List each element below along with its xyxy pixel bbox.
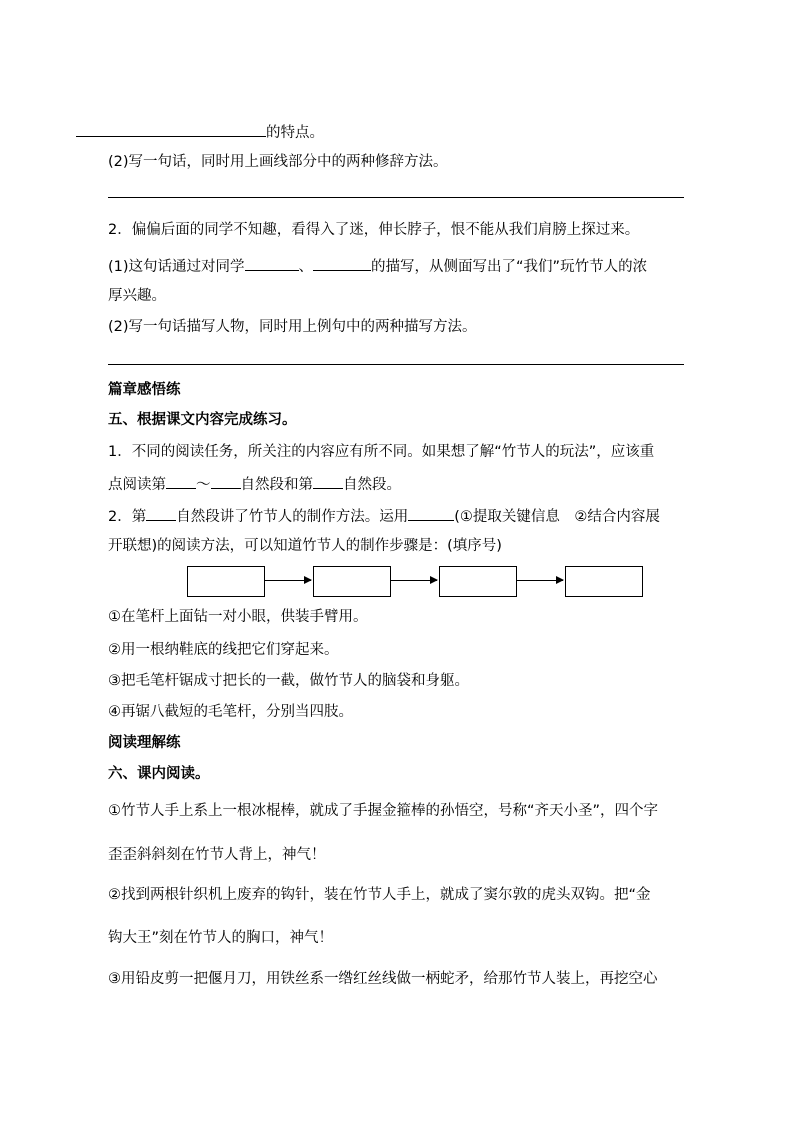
fill-blank[interactable] [211, 473, 241, 489]
question-2-stem: 2．偏偏后面的同学不知趣，看得入了迷，伸长脖子，恨不能从我们肩膀上探过来。 [108, 222, 640, 238]
question-2-1: (1)这句话通过对同学 、 的描写，从侧面写出了“我们”玩竹节人的浓 [108, 255, 647, 277]
answer-line-q1: 的特点。 [76, 121, 324, 143]
part-5-q1-line2: 点阅读第 ～ 自然段和第 自然段。 [108, 473, 401, 495]
arrow-right-icon [265, 580, 311, 581]
answer-rule-q2-2[interactable] [108, 364, 684, 365]
step-option-3: ③把毛笔杆锯成寸把长的一截，做竹节人的脑袋和身躯。 [108, 673, 469, 689]
question-2-1-cont: 厚兴趣。 [108, 288, 166, 304]
question-2-2: (2)写一句话描写人物，同时用上例句中的两种描写方法。 [108, 319, 477, 335]
fill-blank[interactable] [166, 473, 196, 489]
fill-blank[interactable] [76, 121, 266, 137]
reading-paragraph-1-line2: 歪歪斜斜刻在竹节人背上，神气！ [108, 847, 326, 863]
reading-paragraph-2-line2: 钩大王”刻在竹节人的胸口，神气！ [108, 930, 334, 946]
step-option-4: ④再锯八截短的毛笔杆，分别当四肢。 [108, 704, 353, 720]
step-option-1: ①在笔杆上面钻一对小眼，供装手臂用。 [108, 609, 368, 625]
part-5-q2-line2: 开联想)的阅读方法，可以知道竹节人的制作步骤是：(填序号) [108, 538, 502, 554]
sequence-box-4[interactable] [565, 566, 643, 597]
step-option-2: ②用一根纳鞋底的线把它们穿起来。 [108, 642, 339, 658]
fill-blank[interactable] [245, 255, 299, 271]
part-5-q1-line1: 1．不同的阅读任务，所关注的内容应有所不同。如果想了解“竹节人的玩法”，应该重 [108, 444, 655, 460]
sequence-box-1[interactable] [187, 566, 265, 597]
arrow-right-icon [391, 580, 437, 581]
reading-paragraph-3-line1: ③用铅皮剪一把偃月刀，用铁丝系一绺红丝线做一柄蛇矛，给那竹节人装上，再挖空心 [108, 971, 658, 987]
section-heading-chapter: 篇章感悟练 [108, 382, 181, 398]
arrow-right-icon [517, 580, 563, 581]
fill-blank[interactable] [146, 505, 176, 521]
reading-paragraph-1-line1: ①竹节人手上系上一根冰棍棒，就成了手握金箍棒的孙悟空，号称“齐天小圣”，四个字 [108, 803, 659, 819]
part-5-title: 五、根据课文内容完成练习。 [108, 412, 297, 428]
section-heading-reading: 阅读理解练 [108, 735, 181, 751]
reading-paragraph-2-line1: ②找到两根针织机上废弃的钩针，装在竹节人手上，就成了窦尔敦的虎头双钩。把“金 [108, 887, 651, 903]
part-6-title: 六、课内阅读。 [108, 766, 210, 782]
fill-blank[interactable] [313, 473, 343, 489]
sequence-box-3[interactable] [439, 566, 517, 597]
fill-blank[interactable] [313, 255, 371, 271]
fill-blank[interactable] [408, 505, 454, 521]
question-1-2: (2)写一句话，同时用上画线部分中的两种修辞方法。 [108, 154, 448, 170]
part-5-q2-line1: 2．第 自然段讲了竹节人的制作方法。运用 (①提取关键信息 ②结合内容展 [108, 505, 660, 527]
sequence-box-2[interactable] [313, 566, 391, 597]
answer-rule-q1-2[interactable] [108, 197, 684, 198]
